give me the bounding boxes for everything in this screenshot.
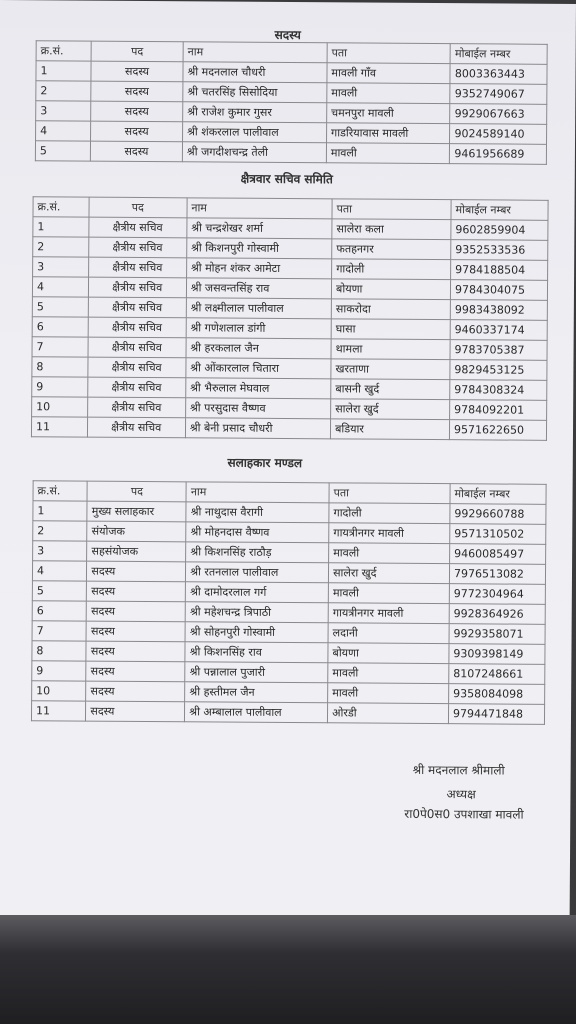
table-cell: सदस्य [91,101,183,122]
table-cell: 10 [32,397,88,417]
table-cell: फतहनगर [332,239,451,260]
table-cell: क्षैत्रीय सचिव [88,357,186,378]
table-cell: श्री पन्नालाल पुजारी [185,662,328,683]
table-cell: श्री हस्तीमल जैन [185,682,328,703]
column-header: पद [89,197,187,218]
table-cell: 9772304964 [449,584,545,605]
column-header: पता [329,483,450,504]
table-cell: 9784304075 [450,280,547,301]
table-cell: 7 [32,337,88,357]
table-cell: 9352533536 [451,240,548,261]
table-cell: 4 [32,277,88,297]
table-cell: 9929660788 [450,504,546,525]
table-cell: 8003363443 [450,64,547,85]
table-cell: 5 [32,297,88,317]
table-cell: सदस्य [86,661,185,682]
table-cell: 11 [31,417,87,437]
table-cell: 9 [32,377,88,397]
column-header: नाम [187,198,332,219]
table-cell: 1 [33,217,89,237]
table-cell: सदस्य [86,621,185,642]
table-cell: मावली [326,143,450,164]
table-cell: श्री किशनपुरी गोस्वामी [187,238,332,259]
area-secretaries-table [31,196,549,441]
table-cell: क्षैत्रीय सचिव [88,257,186,278]
table-cell: 11 [31,701,86,721]
table-cell: मावली [328,663,449,684]
table-cell: 9358084098 [449,684,545,705]
table-cell: सदस्य [91,61,183,82]
table-cell: मावली गाँव [327,63,451,84]
floor-background [0,915,576,1024]
column-header: क्र.सं. [33,197,89,217]
table-cell: 9929358071 [449,624,545,645]
table-cell: 9460337174 [450,320,547,341]
table-cell: श्री बेनी प्रसाद चौधरी [185,418,330,439]
table-cell: 7976513082 [449,564,545,585]
table-cell: सदस्य [86,681,185,702]
table-cell: श्री नाथुदास वैरागी [186,502,329,523]
table-cell: 8107248661 [449,664,545,685]
table-cell: सदस्य [86,701,185,722]
table-cell: क्षैत्रीय सचिव [88,237,186,258]
table-cell: खरताणा [331,359,450,380]
table-cell: गादोली [329,503,450,524]
column-header: पद [87,481,186,502]
table-cell: श्री जगदीशचन्द्र तेली [182,142,326,163]
table-cell: क्षैत्रीय सचिव [88,337,186,358]
table-cell: श्री लक्ष्मीलाल पालीवाल [186,298,331,319]
table-cell: श्री जसवन्तसिंह राव [186,278,331,299]
table-cell: श्री राजेश कुमार गुसर [183,102,327,123]
table-cell: 2 [36,81,91,101]
column-header: क्र.सं. [33,481,88,501]
table-cell: गायत्रीनगर मावली [329,523,450,544]
column-header: पद [91,41,183,62]
table-cell: श्री चन्द्रशेखर शर्मा [187,218,332,239]
table-cell: श्री किशनसिंह राव [185,642,328,663]
table-cell: क्षैत्रीय सचिव [88,297,186,318]
table-cell: ओरडी [328,703,449,724]
table-cell: सदस्य [86,641,185,662]
advisory-board-table [31,480,547,725]
table-cell: श्री सोहनपुरी गोस्वामी [185,622,328,643]
table-row [31,701,544,725]
table-cell: श्री दामोदरलाल गर्ग [186,582,329,603]
table-cell: 7 [32,621,87,641]
signatory-designation: अध्यक्ष [446,787,476,802]
table-cell: 9983438092 [450,300,547,321]
table-cell: 9352749067 [450,84,547,105]
table-cell: साकरोदा [331,299,450,320]
table-cell: 6 [32,317,88,337]
table-cell: 4 [36,121,91,141]
table-cell: 9784092201 [450,400,547,421]
table-row [31,417,546,441]
table-cell: श्री भैरुलाल मेघवाल [186,378,331,399]
table-cell: श्री हरकलाल जैन [186,338,331,359]
table-cell: सदस्य [87,581,186,602]
table-cell: सदस्य [87,601,186,622]
column-header: पता [327,43,451,64]
table-cell: 9784188504 [451,260,548,281]
table-cell: क्षैत्रीय सचिव [88,217,186,238]
table-cell: 3 [36,101,91,121]
table-cell: 9783705387 [450,340,547,361]
table-cell: सदस्य [91,81,183,102]
table-cell: 5 [32,581,87,601]
table-cell: श्री रतनलाल पालीवाल [186,562,329,583]
table-cell: क्षैत्रीय सचिव [88,277,186,298]
signatory-name: श्री मदनलाल श्रीमाली [412,762,505,778]
table-cell: क्षैत्रीय सचिव [88,317,186,338]
table-cell: सदस्य [91,121,183,142]
section-title-advisory-board: सलाहकार मण्डल [227,455,303,471]
table-cell: मावली [327,83,451,104]
table-cell: संयोजक [87,521,186,542]
table-cell: घासा [331,319,450,340]
table-cell: मावली [328,583,449,604]
column-header: क्र.सं. [36,41,91,61]
column-header: नाम [183,42,327,63]
table-cell: 9829453125 [450,360,547,381]
table-cell: 8 [32,641,87,661]
table-cell: श्री अम्बालाल पालीवाल [185,702,328,723]
table-cell: 1 [33,501,88,521]
table-cell: 2 [33,237,89,257]
section-title-area-secretaries: क्षैत्रवार सचिव समिति [240,171,333,187]
table-cell: सालेरा कला [332,219,451,240]
table-cell: 2 [33,521,88,541]
table-cell: 3 [33,257,89,277]
table-cell: सहसंयोजक [87,541,186,562]
table-cell: 9784308324 [450,380,547,401]
table-cell: 5 [35,141,90,161]
table-cell: श्री गणेशलाल डांगी [186,318,331,339]
table-cell: गायत्रीनगर मावली [328,603,449,624]
column-header: मोबाईल नम्बर [450,484,546,505]
section-title-members: सदस्य [274,27,301,43]
table-cell: मावली [329,543,450,564]
members-table [35,40,548,165]
table-cell: लदानी [328,623,449,644]
table-cell: सदस्य [87,561,186,582]
table-cell: 4 [32,561,87,581]
table-cell: थामला [331,339,450,360]
table-cell: क्षैत्रीय सचिव [87,417,185,438]
signatory-organization: रा0पे0स0 उपशाखा मावली [404,806,524,822]
table-cell: मावली [328,683,449,704]
column-header: मोबाईल नम्बर [451,44,548,65]
table-cell: 9928364926 [449,604,545,625]
table-cell: 9602859904 [451,220,548,241]
table-cell: बोयणा [332,279,451,300]
table-cell: 9571622650 [449,420,546,441]
table-cell: 1 [36,61,91,81]
table-cell: गाडरियावास मावली [326,123,450,144]
table-cell: 9794471848 [448,704,544,725]
table-cell: श्री परसुदास वैष्णव [185,398,330,419]
table-cell: 9309398149 [449,644,545,665]
table-cell: चमनपुरा मावली [327,103,451,124]
table-cell: सदस्य [90,141,182,162]
table-cell: 9 [32,661,87,681]
table-row [35,141,546,165]
table-cell: 9461956689 [450,144,547,165]
table-cell: श्री मोहन शंकर आमेटा [186,258,331,279]
table-cell: क्षैत्रीय सचिव [87,397,185,418]
table-cell: बोयणा [328,643,449,664]
table-cell: सालेरा खुर्द [331,399,450,420]
table-cell: 9571310502 [450,524,546,545]
table-cell: श्री मोहनदास वैष्णव [186,522,329,543]
table-cell: श्री ओंकारलाल चितारा [186,358,331,379]
table-cell: 3 [33,541,88,561]
table-cell: 6 [32,601,87,621]
table-cell: 10 [32,681,87,701]
column-header: पता [332,199,451,220]
table-cell: मुख्य सलाहकार [87,501,186,522]
table-cell: 9460085497 [450,544,546,565]
table-cell: 8 [32,357,88,377]
table-cell: गादोली [332,259,451,280]
table-cell: श्री मदनलाल चौधरी [183,62,327,83]
table-cell: 9929067663 [450,104,547,125]
table-cell: बडियार [331,419,450,440]
table-cell: श्री महेशचन्द्र त्रिपाठी [185,602,328,623]
column-header: नाम [186,482,329,503]
table-cell: बासनी खुर्द [331,379,450,400]
table-cell: सालेरा खुर्द [329,563,450,584]
table-cell: श्री शंकरलाल पालीवाल [183,122,327,143]
column-header: मोबाईल नम्बर [451,200,548,221]
table-cell: श्री किशनसिंह राठौड़ [186,542,329,563]
table-cell: क्षैत्रीय सचिव [87,377,185,398]
table-cell: 9024589140 [450,124,547,145]
table-cell: श्री चतरसिंह सिसोदिया [183,82,327,103]
